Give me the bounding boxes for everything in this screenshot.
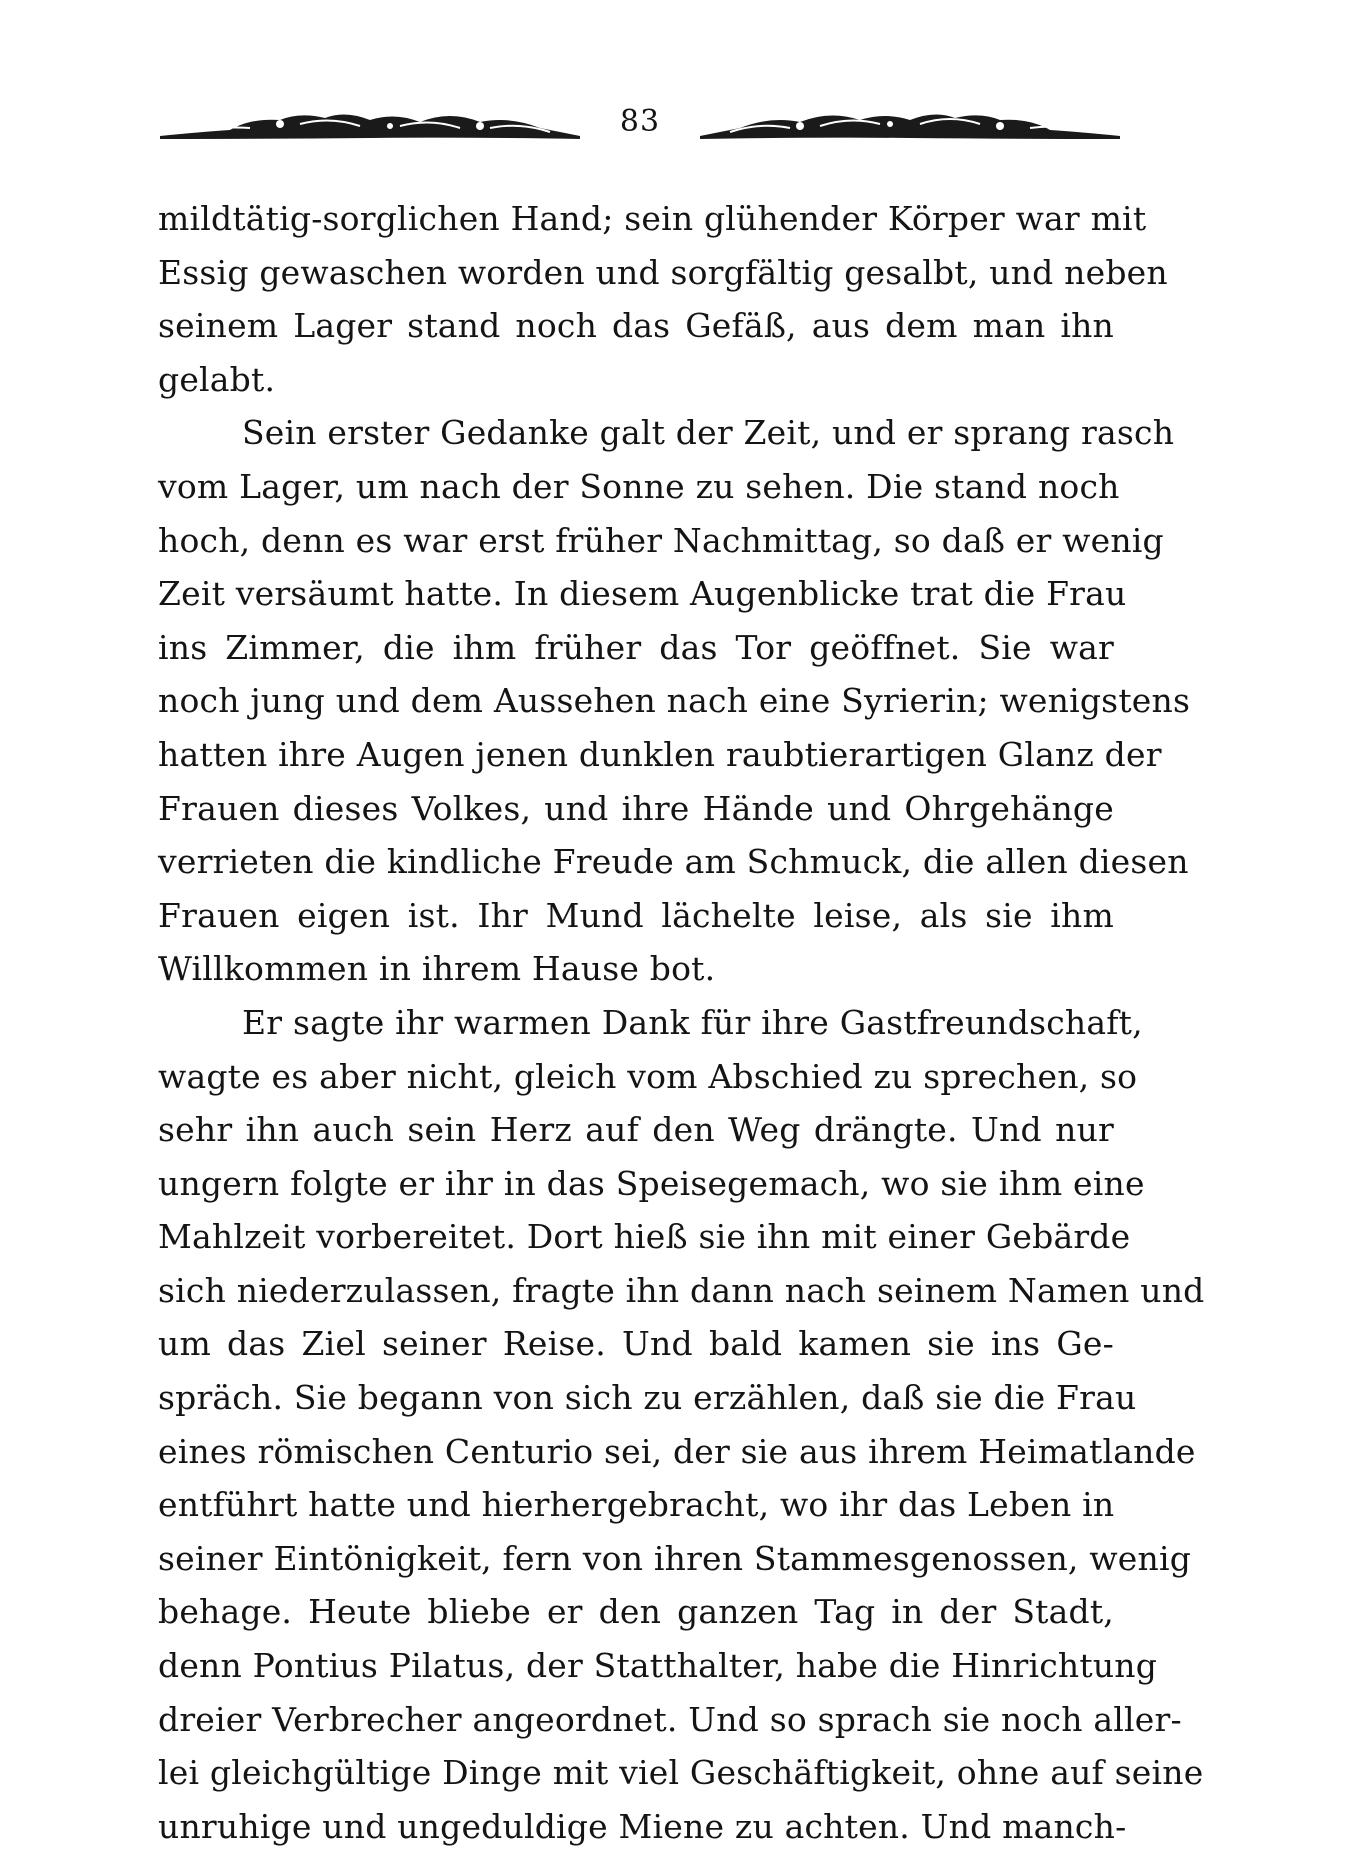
text-line: behage. Heute bliebe er den ganzen Tag in der Stadt, bbox=[158, 1592, 1114, 1632]
text-line: um das Ziel seiner Reise. Und bald kamen sie ins Ge- bbox=[158, 1324, 1114, 1364]
text-line: hoch, denn es war erst früher Nachmittag, so daß er wenig bbox=[158, 520, 1164, 560]
text-line: Mahlzeit vorbereitet. Dort hieß sie ihn mit einer Gebärde bbox=[158, 1217, 1131, 1257]
text-line: Frauen eigen ist. Ihr Mund lächelte leise, als sie ihm bbox=[158, 895, 1114, 935]
text-line: verrieten die kindliche Freude am Schmuck, die allen diesen bbox=[158, 842, 1189, 882]
text-line: ins Zimmer, die ihm früher das Tor geöffnet. Sie war bbox=[158, 627, 1114, 667]
text-line: Sein erster Gedanke galt der Zeit, und er sprang rasch bbox=[242, 413, 1175, 453]
right-header-ornament bbox=[700, 106, 1120, 146]
text-line: spräch. Sie begann von sich zu erzählen, daß sie die Frau bbox=[158, 1378, 1137, 1418]
page-number: 83 bbox=[619, 104, 661, 139]
page-header bbox=[160, 100, 1120, 150]
text-line: Essig gewaschen worden und sorgfältig gesalbt, und neben bbox=[158, 252, 1168, 292]
text-line: entführt hatte und hierhergebracht, wo ihr das Leben in bbox=[158, 1485, 1115, 1525]
text-line: dreier Verbrecher angeordnet. Und so sprach sie noch aller- bbox=[158, 1699, 1182, 1739]
text-line: wagte es aber nicht, gleich vom Abschied zu sprechen, so bbox=[158, 1056, 1138, 1096]
text-line: gelabt. bbox=[158, 359, 276, 399]
text-line: ungern folgte er ihr in das Speisegemach, wo sie ihm eine bbox=[158, 1163, 1145, 1203]
text-line: lei gleichgültige Dinge mit viel Geschäftigkeit, ohne auf seine bbox=[158, 1753, 1204, 1793]
text-line: mildtätig-sorglichen Hand; sein glühender Körper war mit bbox=[158, 199, 1147, 238]
text-line: hatten ihre Augen jenen dunklen raubtierartigen Glanz der bbox=[158, 734, 1162, 774]
text-line: denn Pontius Pilatus, der Statthalter, habe die Hinrichtung bbox=[158, 1646, 1158, 1686]
text-line: vom Lager, um nach der Sonne zu sehen. Die stand noch bbox=[158, 466, 1120, 506]
text-line: Er sagte ihr warmen Dank für ihre Gastfreundschaft, bbox=[242, 1002, 1143, 1042]
text-line: seiner Eintönigkeit, fern von ihren Stammesgenossen, wenig bbox=[158, 1538, 1192, 1578]
text-line: Willkommen in ihrem Hause bot. bbox=[158, 949, 716, 989]
text-line: sehr ihn auch sein Herz auf den Weg drängte. Und nur bbox=[158, 1110, 1114, 1150]
text-line: seinem Lager stand noch das Gefäß, aus dem man ihn bbox=[158, 306, 1114, 346]
text-line: sich niederzulassen, fragte ihn dann nach seinem Namen und bbox=[158, 1270, 1205, 1310]
left-header-ornament bbox=[160, 106, 580, 146]
text-line: Frauen dieses Volkes, und ihre Hände und Ohrgehänge bbox=[158, 788, 1114, 828]
body-text bbox=[158, 192, 1205, 1853]
text-line: noch jung und dem Aussehen nach eine Syrierin; wenigstens bbox=[158, 681, 1191, 721]
text-line: unruhige und ungeduldige Miene zu achten. Und manch- bbox=[158, 1806, 1127, 1846]
text-line: eines römischen Centurio sei, der sie aus ihrem Heimatlande bbox=[158, 1431, 1196, 1471]
text-line: Zeit versäumt hatte. In diesem Augenblicke trat die Frau bbox=[158, 574, 1127, 614]
